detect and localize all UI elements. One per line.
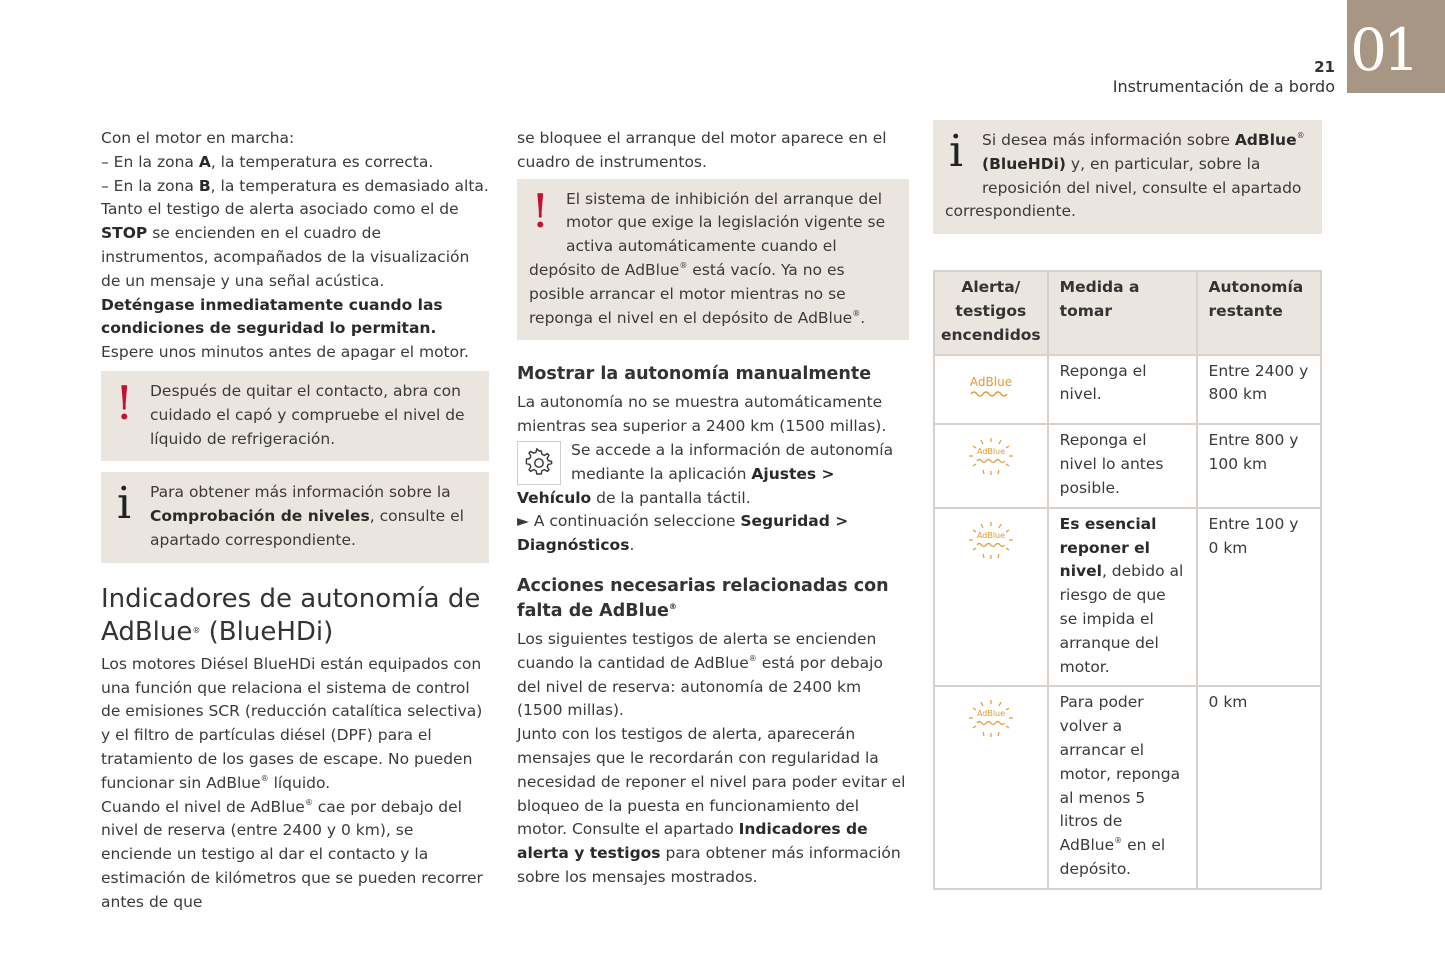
alert-cell <box>934 355 1048 425</box>
adblue-icon <box>961 368 1021 404</box>
stop-instruction: Deténgase inmediatamente cuando las condiciones de seguridad lo permitan. <box>101 295 443 338</box>
range-cell: Entre 2400 y 800 km <box>1197 355 1321 425</box>
range-cell: Entre 100 y 0 km <box>1197 508 1321 687</box>
table-row <box>934 355 1321 425</box>
reserve-paragraph: Cuando el nivel de AdBlue® cae por debajo del nivel de reserva (entre 2400 y 0 km), se enciende un testigo al dar el contacto y la estimación de kilómetros que se pueden recorrer antes de que <box>101 797 483 911</box>
column-3 <box>933 120 1322 890</box>
warning-icon <box>113 380 149 428</box>
table-row <box>934 508 1321 687</box>
table-row <box>934 686 1321 888</box>
settings-gear-icon <box>517 441 561 485</box>
adblue-flashing-icon <box>961 437 1021 473</box>
table-row <box>934 424 1321 507</box>
security-instruction: ► A continuación seleccione Seguridad > Diagnósticos. <box>517 512 849 555</box>
settings-instruction: Se accede a la información de autonomía mediante la aplicación Ajustes > Vehículo de la pantalla táctil. <box>517 440 894 507</box>
manual-autonomy-text: La autonomía no se muestra automáticamente mientras sea superior a 2400 km (1500 millas). <box>517 393 887 436</box>
header-alert: Alerta/ testigos encendidos <box>934 271 1048 354</box>
range-cell: 0 km <box>1197 686 1321 888</box>
manual-autonomy-heading: Mostrar la autonomía manualmente <box>517 364 872 385</box>
alert-cell <box>934 508 1048 687</box>
column-2 <box>517 127 909 890</box>
zone-b-item: – En la zona B, la temperatura es demasiado alta. <box>101 176 489 195</box>
alert-cell <box>934 686 1048 888</box>
table-header-row <box>934 271 1321 354</box>
warning-note-inhibition: ! El sistema de inhibición del arranque del motor que exige la legislación vigente se activa automáticamente cuando el depósito de AdBlue® está vacío. Ya no es posible arrancar el motor mientras no se reponga el nivel en el depósito de AdBlue®. <box>517 179 909 341</box>
adblue-flashing-icon <box>961 699 1021 735</box>
svg-text:AdBlue: AdBlue <box>976 530 1005 540</box>
alert-paragraph: Tanto el testigo de alerta asociado como el de STOP se encienden en el cuadro de instrumentos, acompañados de la visualización de un mensaje y una señal acústica. <box>101 200 470 290</box>
column-1 <box>101 127 489 915</box>
info-icon <box>113 481 149 529</box>
header-range: Autonomía restante <box>1197 271 1321 354</box>
warning-note-coolant: ! Después de quitar el contacto, abra con cuidado el capó y compruebe el nivel de líquido de refrigeración. <box>101 371 489 461</box>
action-cell: Reponga el nivel. <box>1048 355 1197 425</box>
autonomy-table <box>933 270 1322 890</box>
svg-text:AdBlue: AdBlue <box>976 709 1005 719</box>
actions-heading: Acciones necesarias relacionadas con falta de AdBlue® <box>517 575 889 621</box>
chapter-tab <box>1347 0 1445 93</box>
action-cell: Reponga el nivel lo antes posible. <box>1048 424 1197 507</box>
zone-a-item: – En la zona A, la temperatura es correcta. <box>101 152 434 171</box>
header-action: Medida a tomar <box>1048 271 1197 354</box>
action-cell: Es esencial reponer el nivel, debido al riesgo de que se impida el arranque del motor. <box>1048 508 1197 687</box>
page-number: 21 <box>1314 58 1335 76</box>
adblue-flashing-icon <box>961 521 1021 557</box>
svg-text:AdBlue: AdBlue <box>976 447 1005 457</box>
chapter-number: 01 <box>1350 16 1416 84</box>
actions-paragraph-1: Los siguientes testigos de alerta se encienden cuando la cantidad de AdBlue® está por debajo del nivel de reserva: autonomía de 2400 km (1500 millas). <box>517 629 883 720</box>
section-title: Instrumentación de a bordo <box>1112 77 1335 96</box>
alert-cell <box>934 424 1048 507</box>
info-note-adblue: i Si desea más información sobre AdBlue® (BlueHDi) y, en particular, sobre la reposición del nivel, consulte el apartado correspondiente. <box>933 120 1322 234</box>
range-cell: Entre 800 y 100 km <box>1197 424 1321 507</box>
autonomy-heading: Indicadores de autonomía de AdBlue® (BlueHDi) <box>101 583 481 647</box>
warning-icon <box>529 188 565 236</box>
intro-text: Con el motor en marcha: <box>101 129 295 147</box>
action-cell: Para poder volver a arrancar el motor, reponga al menos 5 litros de AdBlue® en el depósito. <box>1048 686 1197 888</box>
info-icon <box>945 129 981 177</box>
continuation-text: se bloquee el arranque del motor aparece en el cuadro de instrumentos. <box>517 129 887 171</box>
actions-paragraph-2: Junto con los testigos de alerta, aparecerán mensajes que le recordarán con regularidad la necesidad de reponer el nivel para poder evitar el bloqueo de la puesta en funcionamiento del motor. Consulte el apartado Indicadores de alerta y testigos para obtener más información sobre los mensajes mostrados. <box>517 725 906 886</box>
svg-text:AdBlue: AdBlue <box>969 374 1012 389</box>
wait-instruction: Espere unos minutos antes de apagar el motor. <box>101 343 469 362</box>
info-note-levels: i Para obtener más información sobre la Comprobación de niveles, consulte el apartado correspondiente. <box>101 472 489 562</box>
bluehdi-paragraph: Los motores Diésel BlueHDi están equipados con una función que relaciona el sistema de control de emisiones SCR (reducción catalítica selectiva) y el filtro de partículas diésel (DPF) para el tratamiento de los gases de escape. No pueden funcionar sin AdBlue® líquido. <box>101 654 483 792</box>
